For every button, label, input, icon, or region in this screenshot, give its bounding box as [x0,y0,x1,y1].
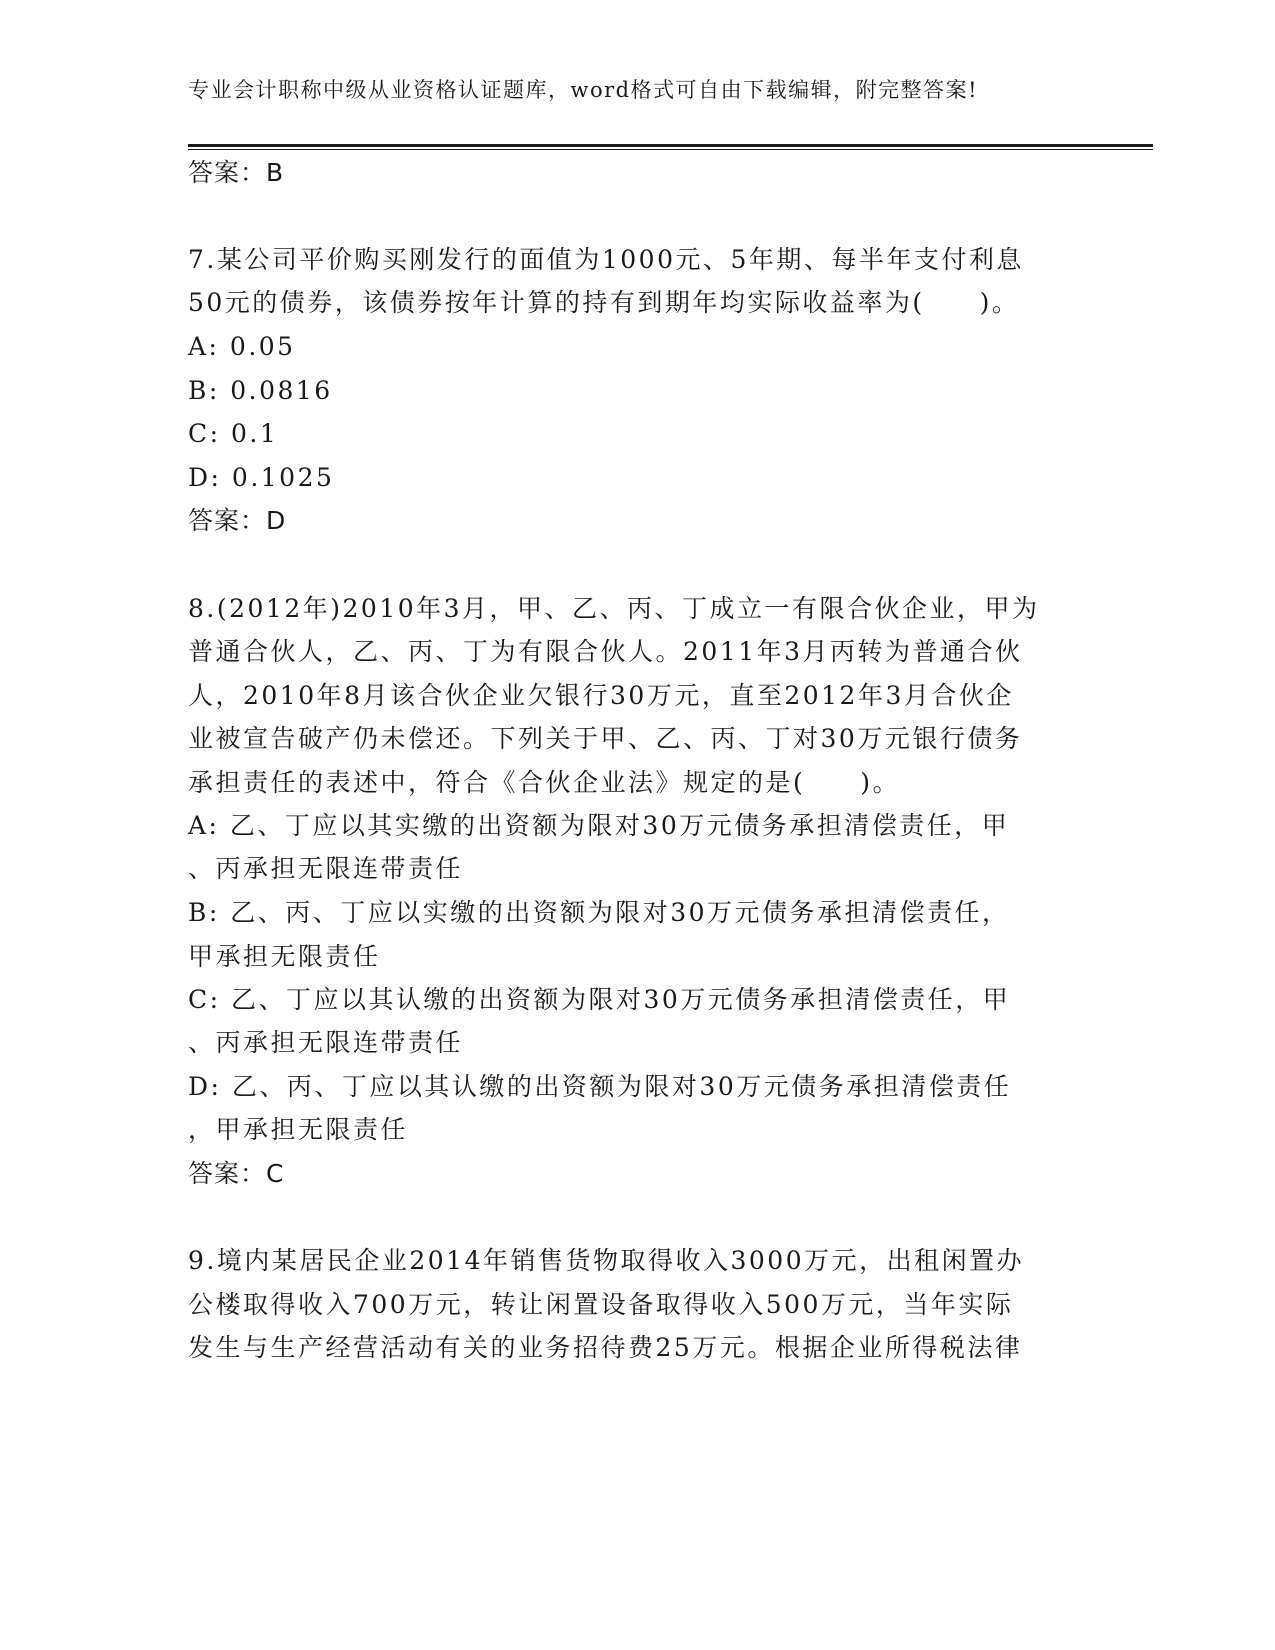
q8-option-d: D: 乙、丙、丁应以其认缴的出资额为限对30万元债务承担清偿责任 [188,1072,1012,1101]
header-rule-thin [188,149,1153,150]
q8-option-a-cont: 、丙承担无限连带责任 [188,854,464,883]
q7-option-c: C: 0.1 [188,419,279,448]
q8-stem-line: 普通合伙人，乙、丙、丁为有限合伙人。2011年3月丙转为普通合伙 [188,637,1023,666]
q8-option-b-cont: 甲承担无限责任 [188,942,381,971]
q8-option-c-cont: 、丙承担无限连带责任 [188,1028,464,1057]
q8-option-a: A: 乙、丁应以其实缴的出资额为限对30万元债务承担清偿责任，甲 [188,811,1010,840]
q7-stem-line: 7.某公司平价购买刚发行的面值为1000元、5年期、每半年支付利息 [188,245,1024,274]
q8-option-c: C: 乙、丁应以其认缴的出资额为限对30万元债务承担清偿责任，甲 [188,985,1011,1014]
q7-answer: 答案：D [188,506,287,535]
q8-stem-line: 8.(2012年)2010年3月，甲、乙、丙、丁成立一有限合伙企业，甲为 [188,594,1040,623]
q9-stem-line: 发生与生产经营活动有关的业务招待费25万元。根据企业所得税法律 [188,1333,1023,1362]
previous-answer: 答案：B [188,158,285,187]
q7-option-d: D: 0.1025 [188,463,335,492]
q9-stem-line: 公楼取得收入700万元，转让闲置设备取得收入500万元，当年实际 [188,1290,1014,1319]
q7-option-a: A: 0.05 [188,332,296,361]
q8-stem-line: 人，2010年8月该合伙企业欠银行30万元，直至2012年3月合伙企 [188,681,1014,710]
q8-option-d-cont: ，甲承担无限责任 [188,1115,409,1144]
q8-option-b: B: 乙、丙、丁应以实缴的出资额为限对30万元债务承担清偿责任， [188,898,1010,927]
q8-answer: 答案：C [188,1159,285,1188]
page-header: 专业会计职称中级从业资格认证题库，word格式可自由下载编辑，附完整答案! [188,78,979,102]
q7-stem-line: 50元的债券，该债券按年计算的持有到期年均实际收益率为( )。 [188,288,1020,317]
q8-stem-line: 承担责任的表述中，符合《合伙企业法》规定的是( )。 [188,768,901,797]
header-rule-thick [188,144,1153,147]
q8-stem-line: 业被宣告破产仍未偿还。下列关于甲、乙、丙、丁对30万元银行债务 [188,724,1023,753]
q7-option-b: B: 0.0816 [188,376,333,405]
q9-stem-line: 9.境内某居民企业2014年销售货物取得收入3000万元，出租闲置办 [188,1246,1025,1275]
